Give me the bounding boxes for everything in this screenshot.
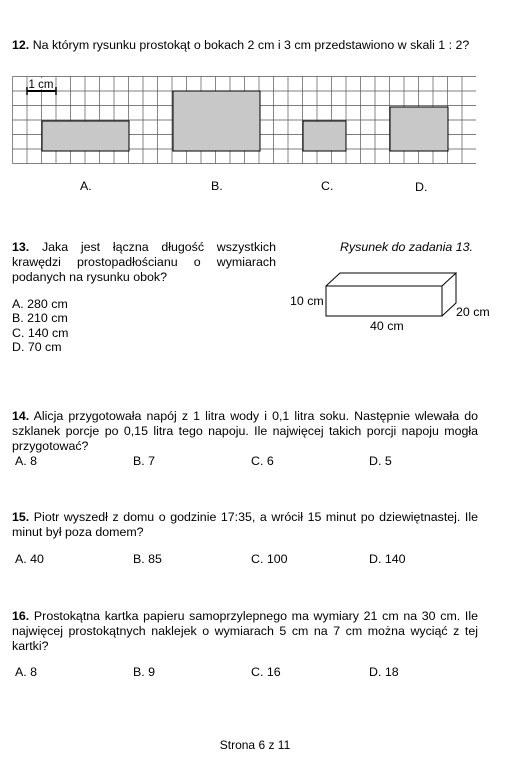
q16-option-a[interactable]: A. 8 (15, 665, 38, 679)
q12-option-a[interactable]: A. (80, 179, 92, 193)
q15-text: Piotr wyszedł z domu o godzinie 17:35, a wrócił 15 minut po dziewiętnastej. Ile minut był poza domem? (12, 510, 478, 539)
option-d-rectangle (390, 107, 448, 151)
q13-option-b[interactable]: B. 210 cm (12, 311, 68, 325)
q15-option-c[interactable]: C. 100 (251, 552, 288, 566)
q13-option-c[interactable]: C. 140 cm (12, 326, 69, 340)
q14-number: 14. (12, 409, 30, 423)
q12-text: Na którym rysunku prostokąt o bokach 2 cm i 3 cm przedstawiono w skali 1 : 2? (32, 38, 470, 52)
q13-option-d[interactable]: D. 70 cm (12, 340, 62, 354)
q15-option-b[interactable]: B. 85 (133, 552, 162, 566)
scale-label: 1 cm (28, 79, 54, 91)
q12-number: 12. (12, 38, 30, 52)
q13-dim-length: 40 cm (370, 319, 404, 333)
q12-option-c[interactable]: C. (321, 179, 334, 193)
option-c-rectangle (303, 121, 346, 151)
cuboid-front-face (326, 286, 442, 316)
q16-option-d[interactable]: D. 18 (369, 665, 399, 679)
q14-option-b[interactable]: B. 7 (133, 454, 156, 468)
q14-text: Alicja przygotowała napój z 1 litra wody i 0,1 litra soku. Następnie wlewała do szklanek porcje po 0,15 litra tego napoju. Ile najwięcej takich porcji napoju mogła przygotować? (12, 409, 479, 453)
cuboid-top-face (326, 273, 456, 286)
q16-text: Prostokątna kartka papieru samoprzylepnego ma wymiary 21 cm na 30 cm. Ile najwięcej prostokątnych naklejek o wymiarach 5 cm na 7 cm można wyciąć z tej kartki? (12, 609, 478, 653)
q16-option-c[interactable]: C. 16 (251, 665, 281, 679)
page-number: Strona 6 z 11 (219, 738, 291, 752)
q13-stem (12, 240, 276, 285)
q13-number: 13. (12, 240, 30, 254)
q12-option-d[interactable]: D. (415, 180, 428, 194)
option-a-rectangle (42, 121, 129, 151)
q16-stem (12, 609, 478, 654)
q12-stem (12, 38, 502, 53)
q16-option-b[interactable]: B. 9 (133, 665, 156, 679)
q14-option-a[interactable]: A. 8 (15, 454, 38, 468)
q14-option-d[interactable]: D. 5 (369, 454, 392, 468)
q13-figure-caption: Rysunek do zadania 13. (340, 240, 473, 254)
q15-stem (12, 510, 478, 540)
q14-stem (12, 409, 478, 454)
q13-dim-height: 10 cm (290, 294, 324, 308)
q13-text: Jaka jest łączna długość wszystkich krawędzi prostopadłościanu o wymiarach podanych na rysunku obok? (12, 240, 276, 284)
option-b-rectangle (173, 91, 260, 151)
q14-option-c[interactable]: C. 6 (251, 454, 274, 468)
q12-option-b[interactable]: B. (211, 179, 223, 193)
q16-number: 16. (12, 609, 30, 623)
q13-option-a[interactable]: A. 280 cm (12, 297, 68, 311)
q12-grid-figure (12, 76, 476, 172)
q15-option-d[interactable]: D. 140 (369, 552, 406, 566)
q15-option-a[interactable]: A. 40 (15, 552, 44, 566)
q13-dim-depth: 20 cm (456, 305, 490, 319)
q15-number: 15. (12, 510, 30, 524)
